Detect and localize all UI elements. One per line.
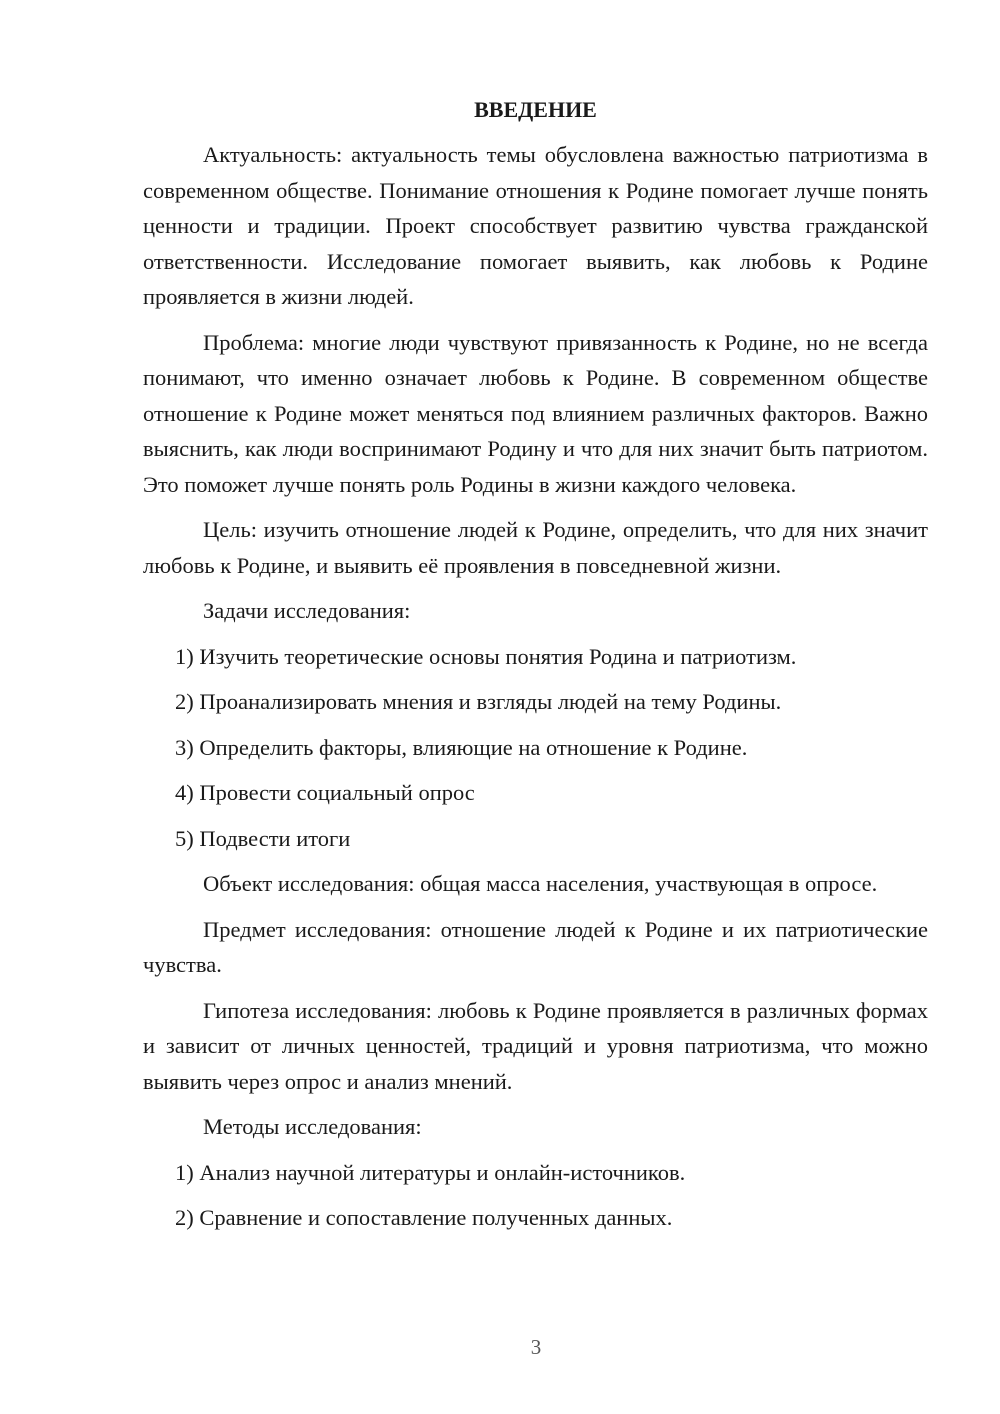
list-item: 1) Изучить теоретические основы понятия Родина и патриотизм. bbox=[175, 643, 797, 669]
list-item: 2) Проанализировать мнения и взгляды людей на тему Родины. bbox=[175, 689, 782, 714]
page-content bbox=[143, 95, 928, 1246]
section-title: ВВЕДЕНИЕ bbox=[474, 97, 597, 122]
list-item: 1) Анализ научной литературы и онлайн-источников. bbox=[175, 1159, 686, 1185]
list-item: 5) Подвести итоги bbox=[175, 825, 351, 851]
object-paragraph: Объект исследования: общая масса населения, участвующая в опросе. bbox=[203, 871, 878, 896]
methods-heading: Методы исследования: bbox=[203, 1114, 422, 1139]
problem-paragraph: Проблема: многие люди чувствуют привязанность к Родине, но не всегда понимают, что именно означает любовь к Родине. В современном обществе отношение к Родине может меняться под влиянием различных факторов. Важно выяснить, как люди воспринимают Родину и что для них значит быть патриотом. Это поможет лучше понять роль Родины в жизни каждого человека. bbox=[143, 329, 928, 497]
relevance-paragraph: Актуальность: актуальность темы обусловлена важностью патриотизма в современном обществе. Понимание отношения к Родине помогает лучше понять ценности и традиции. Проект способствует развитию чувства гражданской ответственности. Исследование помогает выявить, как любовь к Родине проявляется в жизни людей. bbox=[143, 142, 928, 309]
list-item: 4) Провести социальный опрос bbox=[175, 780, 475, 805]
tasks-heading: Задачи исследования: bbox=[203, 598, 411, 623]
list-item: 2) Сравнение и сопоставление полученных данных. bbox=[175, 1205, 673, 1230]
subject-paragraph: Предмет исследования: отношение людей к Родине и их патриотические чувства. bbox=[143, 916, 928, 977]
methods-list bbox=[143, 1155, 928, 1236]
hypothesis-paragraph: Гипотеза исследования: любовь к Родине проявляется в различных формах и зависит от личных ценностей, традиций и уровня патриотизма, что можно выявить через опрос и анализ мнений. bbox=[143, 997, 928, 1094]
page-number: 3 bbox=[530, 1335, 542, 1359]
goal-paragraph: Цель: изучить отношение людей к Родине, определить, что для них значит любовь к Родине, и выявить её проявления в повседневной жизни. bbox=[143, 517, 928, 578]
list-item: 3) Определить факторы, влияющие на отношение к Родине. bbox=[175, 734, 748, 760]
tasks-list bbox=[143, 639, 928, 857]
